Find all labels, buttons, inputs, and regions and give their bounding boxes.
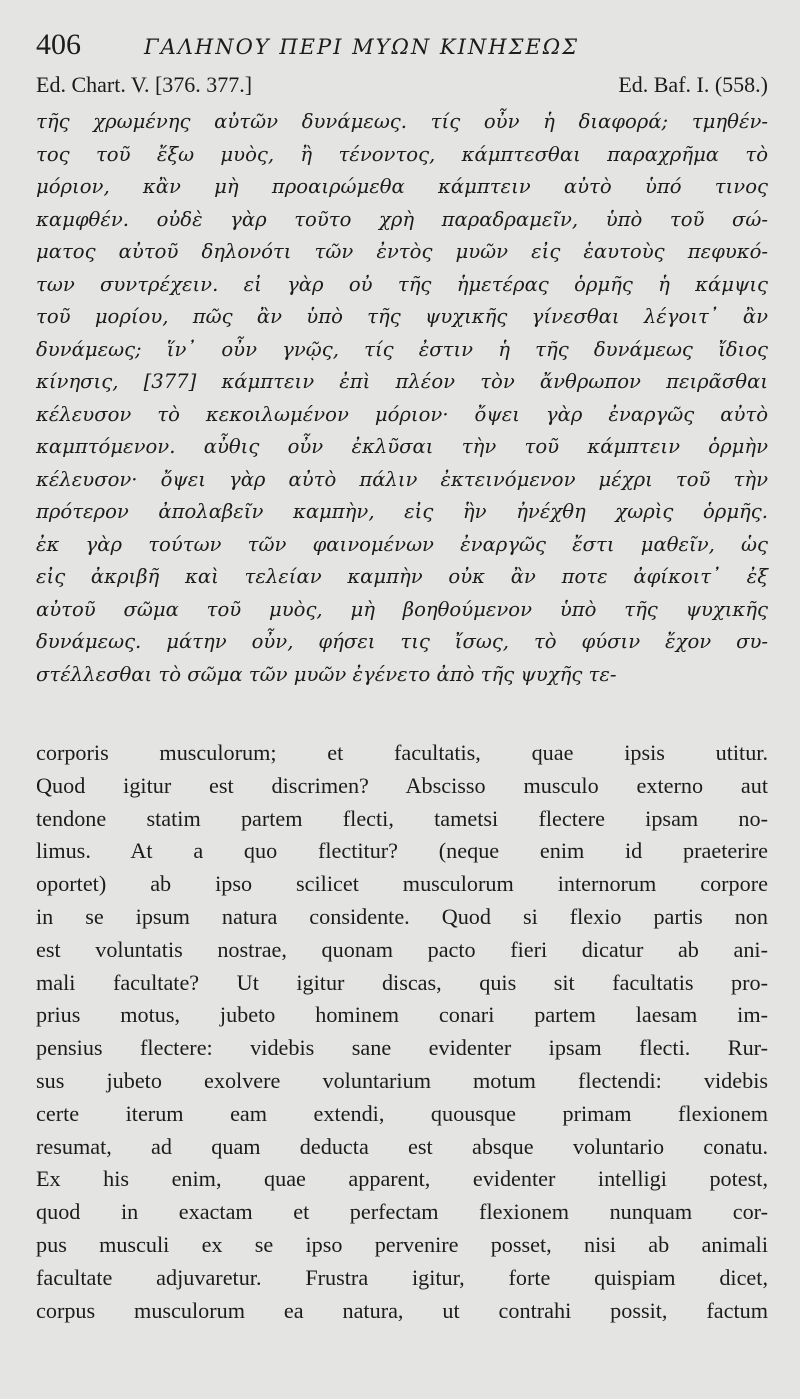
running-title: ΓΑΛΗΝΟΥ ΠΕΡΙ ΜΥΩΝ ΚΙΝΗΣΕΩΣ — [144, 35, 580, 59]
greek-text-line: κέλευσον τὸ κεκοιλωμένον μόριον· ὄψει γὰρ ἐναργῶς αὐτὸ — [36, 402, 768, 426]
latin-text-line: Ex his enim, quae apparent, evidenter intelligi potest, — [36, 1166, 768, 1192]
latin-text-line: est voluntatis nostrae, quonam pacto fieri dicatur ab ani- — [36, 936, 768, 962]
greek-text-line: ματος αὐτοῦ δηλονότι τῶν ἐντὸς μυῶν εἰς ἑαυτοὺς πεφυκό- — [36, 240, 768, 263]
latin-text-line: facultate adjuvaretur. Frustra igitur, forte quispiam dicet, — [36, 1264, 768, 1290]
greek-text-line: καμπτόμενον. αὖθις οὖν ἐκλῦσαι τὴν τοῦ κάμπτειν ὁρμὴν — [36, 435, 768, 458]
section-gap — [36, 691, 768, 737]
latin-text-line: quod in exactam et perfectam flexionem nunquam cor- — [36, 1199, 768, 1225]
latin-text-line: prius motus, jubeto hominem conari partem laesam im- — [36, 1002, 768, 1028]
latin-text-block — [36, 737, 768, 1327]
latin-text-line: Quod igitur est discrimen? Abscisso musculo externo aut — [36, 772, 768, 798]
latin-text-line: pensius flectere: videbis sane evidenter ipsam flecti. Rur- — [36, 1035, 768, 1061]
latin-text-line: mali facultate? Ut igitur discas, quis sit facultatis pro- — [36, 969, 768, 995]
greek-text-line: τῆς χρωμένης αὐτῶν δυνάμεως. τίς οὖν ἡ διαφορά; τμηθέν- — [36, 110, 768, 133]
latin-text-line: tendone statim partem flecti, tametsi flectere ipsam no- — [36, 805, 768, 831]
latin-text-line: resumat, ad quam deducta est absque voluntario conatu. — [36, 1133, 768, 1159]
latin-text-line: oportet) ab ipso scilicet musculorum internorum corpore — [36, 871, 768, 897]
greek-text-line: στέλλεσθαι τὸ σῶμα τῶν μυῶν ἐγένετο ἀπὸ τῆς ψυχῆς τε- — [36, 662, 617, 686]
latin-text-line: in se ipsum natura considente. Quod si flexio partis non — [36, 903, 768, 929]
greek-text-line: των συντρέχειν. εἰ γὰρ οὐ τῆς ἡμετέρας ὁρμῆς ἡ κάμψις — [36, 272, 768, 296]
greek-text-line: κίνησις, [377] κάμπτειν ἐπὶ πλέον τὸν ἄνθρωπον πειρᾶσθαι — [36, 370, 768, 393]
greek-text-line: καμφθέν. οὐδὲ γὰρ τοῦτο χρὴ παραδραμεῖν, ὑπὸ τοῦ σώ- — [36, 207, 768, 231]
greek-text-line: αὐτοῦ σῶμα τοῦ μυὸς, μὴ βοηθούμενον ὑπὸ τῆς ψυχικῆς — [36, 597, 768, 621]
greek-text-line: δυνάμεως. μάτην οὖν, φήσει τις ἴσως, τὸ φύσιν ἔχον συ- — [36, 630, 768, 653]
greek-text-line: πρότερον ἀπολαβεῖν καμπὴν, εἰς ἣν ἠνέχθη χωρὶς ὁρμῆς. — [36, 500, 768, 523]
greek-text-line: εἰς ἀκριβῆ καὶ τελείαν καμπὴν οὐκ ἂν ποτε ἀφίκοιτ᾽ ἐξ — [36, 565, 768, 588]
latin-text-line: sus jubeto exolvere voluntarium motum flectendi: videbis — [36, 1067, 768, 1093]
edition-left: Ed. Chart. V. [376. 377.] — [36, 72, 253, 97]
edition-right: Ed. Baf. I. (558.) — [618, 72, 768, 97]
latin-text-line: corporis musculorum; et facultatis, quae ipsis utitur. — [36, 740, 768, 765]
greek-text-line: δυνάμεως; ἵν᾽ οὖν γνῷς, τίς ἐστιν ἡ τῆς δυνάμεως ἴδιος — [36, 337, 768, 361]
latin-text-line: corpus musculorum ea natura, ut contrahi possit, factum — [36, 1297, 768, 1323]
greek-text-line: μόριον, κἂν μὴ προαιρώμεθα κάμπτειν αὐτὸ ὑπό τινος — [36, 175, 768, 198]
latin-text-line: certe iterum eam extendi, quousque primam flexionem — [36, 1100, 768, 1126]
latin-text-line: pus musculi ex se ipso pervenire posset, nisi ab animali — [36, 1231, 768, 1257]
latin-text-line: limus. At a quo flectitur? (neque enim id praeterire — [36, 838, 768, 864]
running-head — [36, 28, 768, 66]
greek-text-line: κέλευσον· ὄψει γὰρ αὐτὸ πάλιν ἐκτεινόμενον μέχρι τοῦ τὴν — [36, 467, 768, 491]
greek-text-block — [36, 106, 768, 691]
page-number: 406 — [36, 28, 81, 61]
greek-text-line: τοῦ μορίου, πῶς ἂν ὑπὸ τῆς ψυχικῆς γίνεσθαι λέγοιτ᾽ ἂν — [36, 305, 768, 328]
greek-text-line: ἐκ γὰρ τούτων τῶν φαινομένων ἐναργῶς ἔστι μαθεῖν, ὡς — [36, 532, 768, 556]
greek-text-line: τος τοῦ ἔξω μυὸς, ἢ τένοντος, κάμπτεσθαι παραχρῆμα τὸ — [36, 142, 768, 166]
edition-line — [36, 72, 768, 106]
